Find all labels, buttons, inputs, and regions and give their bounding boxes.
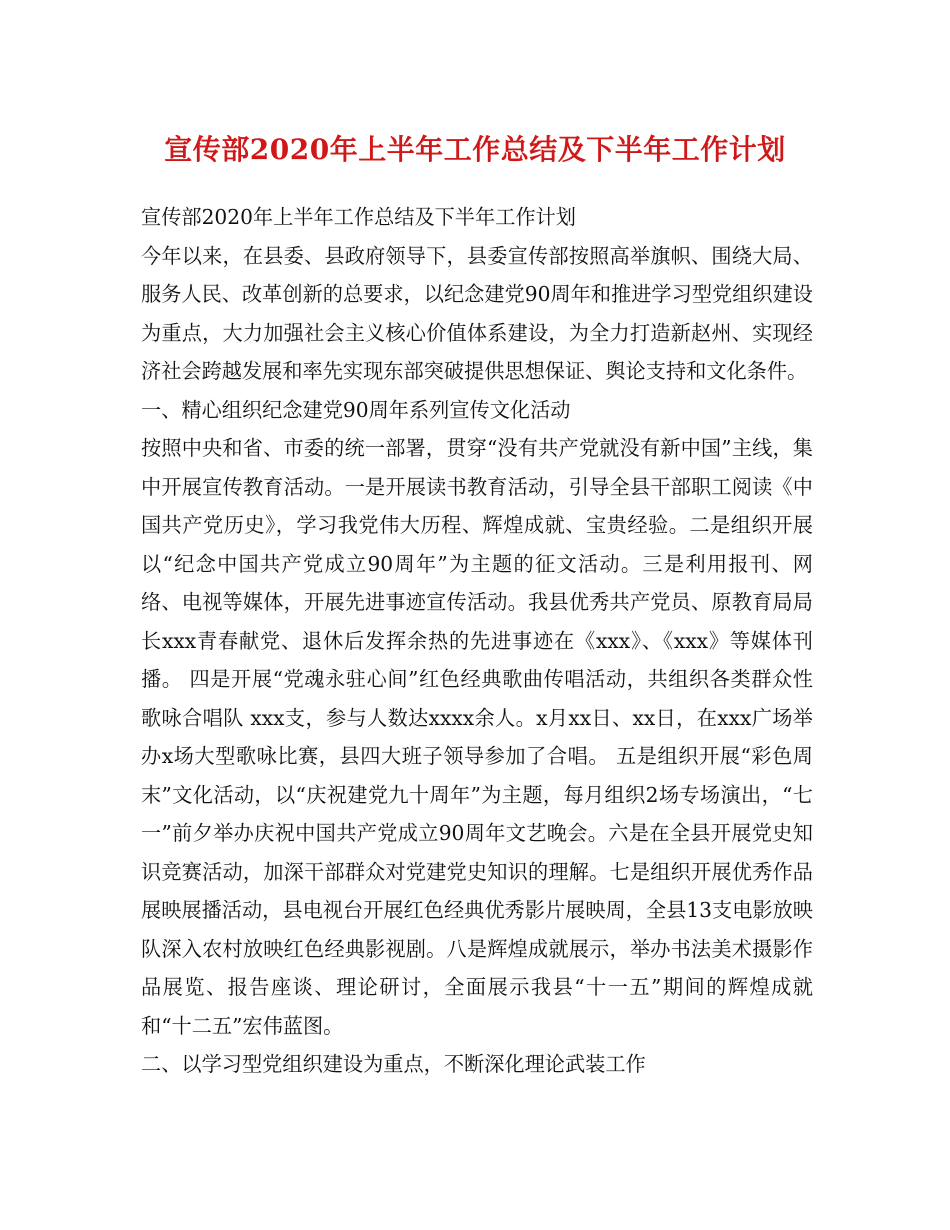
document-body — [141, 198, 813, 1084]
section-1-paragraph: 按照中央和省、市委的统一部署，贯穿“没有共产党就没有新中国”主线，集中开展宣传教育活动。一是开展读书教育活动，引导全县干部职工阅读《中国共产党历史》，学习我党伟大历程、辉煌成就、宝贵经验。二是组织开展以“纪念中国共产党成立90周年”为主题的征文活动。三是利用报刊、网络、电视等媒体，开展先进事迹宣传活动。我县优秀共产党员、原教育局局长xxx青春献党、退休后发挥余热的先进事迹在《xxx》、《xxx》等媒体刊播。 四是开展“党魂永驻心间”红色经典歌曲传唱活动，共组织各类群众性歌咏合唱队 xxx支，参与人数达xxxx余人。x月xx日、xx日，在xxx广场举办x场大型歌咏比赛，县四大班子领导参加了合唱。 五是组织开展“彩色周末”文化活动，以“庆祝建党九十周年”为主题，每月组织2场专场演出，“七一”前夕举办庆祝中国共产党成立90周年文艺晚会。六是在全县开展党史知识竞赛活动，加深干部群众对党建党史知识的理解。七是组织开展优秀作品展映展播活动，县电视台开展红色经典优秀影片展映周，全县13支电影放映队深入农村放映红色经典影视剧。八是辉煌成就展示，举办书法美术摄影作品展览、报告座谈、理论研讨，全面展示我县“十一五”期间的辉煌成就和“十二五”宏伟蓝图。 — [141, 436, 813, 1038]
section-heading-1: 一、精心组织纪念建党90周年系列宣传文化活动 — [141, 397, 571, 422]
subtitle-paragraph: 宣传部2020年上半年工作总结及下半年工作计划 — [141, 205, 576, 229]
document-title: 宣传部2020年上半年工作总结及下半年工作计划 — [164, 133, 786, 166]
section-heading-2: 二、以学习型党组织建设为重点，不断深化理论武装工作 — [141, 1052, 646, 1076]
intro-paragraph: 今年以来，在县委、县政府领导下，县委宣传部按照高举旗帜、围绕大局、服务人民、改革创新的总要求，以纪念建党90周年和推进学习型党组织建设为重点，大力加强社会主义核心价值体系建设，为全力打造新赵州、实现经济社会跨越发展和率先实现东部突破提供思想保证、舆论支持和文化条件。 — [141, 243, 813, 383]
